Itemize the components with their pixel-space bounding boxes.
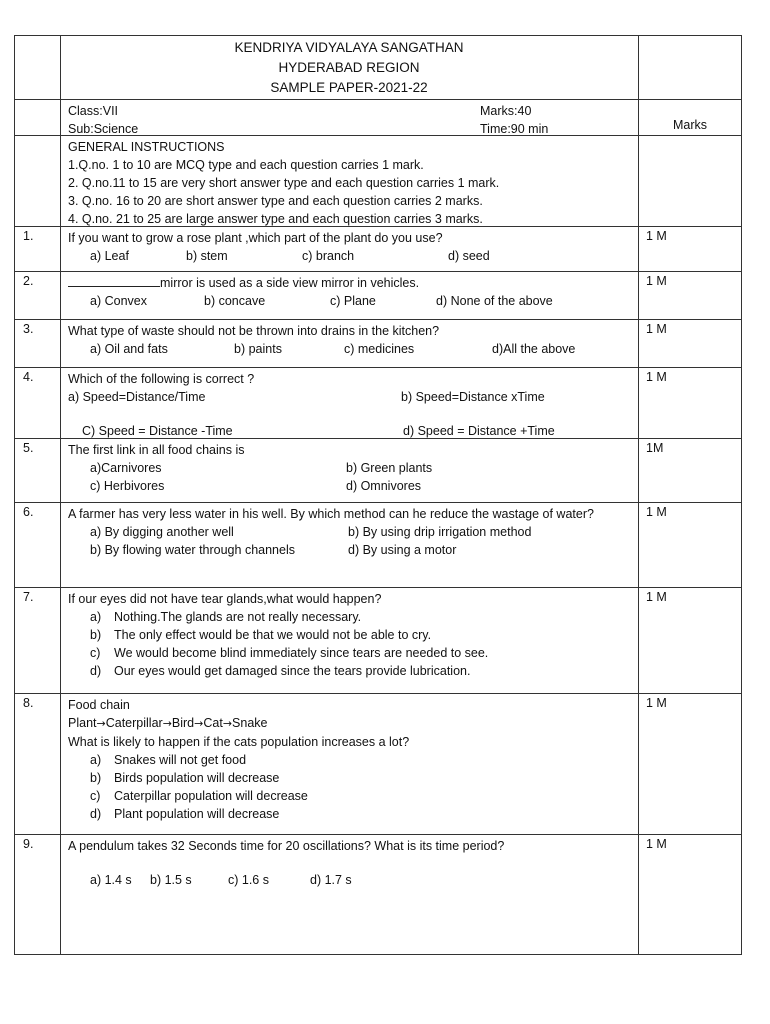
option: b) paints xyxy=(234,342,282,356)
question-number: 2. xyxy=(15,272,61,319)
option: a) Oil and fats xyxy=(90,342,168,356)
question-text: A farmer has very less water in his well. By which method can he reduce the wastage of water? xyxy=(68,507,594,521)
question-marks: 1 M xyxy=(646,590,667,604)
question-row xyxy=(15,271,741,319)
option: Caterpillar population will decrease xyxy=(114,789,308,803)
option: d) Speed = Distance +Time xyxy=(403,424,555,438)
question-number: 3. xyxy=(15,320,61,367)
option: a) Convex xyxy=(90,294,147,308)
option: d) 1.7 s xyxy=(310,873,352,887)
option: d) seed xyxy=(448,249,490,263)
marks-column-header: Marks xyxy=(672,118,708,132)
option: d) None of the above xyxy=(436,294,553,308)
question-row xyxy=(15,834,741,954)
arrow-icon: → xyxy=(222,717,233,730)
question-text: What is likely to happen if the cats population increases a lot? xyxy=(68,735,410,749)
question-number: 6. xyxy=(15,503,61,587)
instructions-title: GENERAL INSTRUCTIONS xyxy=(68,140,225,154)
option: We would become blind immediately since tears are needed to see. xyxy=(114,646,489,660)
option: b) Speed=Distance xTime xyxy=(401,390,545,404)
question-number: 5. xyxy=(15,439,61,502)
question-marks: 1 M xyxy=(646,505,667,519)
question-row xyxy=(15,226,741,271)
question-text: Which of the following is correct ? xyxy=(68,372,255,386)
option: C) Speed = Distance -Time xyxy=(82,424,233,438)
option: a) By digging another well xyxy=(90,525,234,539)
option: b) Green plants xyxy=(346,461,433,475)
option: b) stem xyxy=(186,249,228,263)
question-marks: 1M xyxy=(646,441,664,455)
option: c) Herbivores xyxy=(90,479,165,493)
fill-in-blank xyxy=(68,275,160,287)
option: d) Omnivores xyxy=(346,479,422,493)
question-row xyxy=(15,319,741,367)
option: Nothing.The glands are not really necessary. xyxy=(114,610,362,624)
question-number: 8. xyxy=(15,694,61,834)
option: a) Speed=Distance/Time xyxy=(68,390,206,404)
option: c) Plane xyxy=(330,294,376,308)
question-number: 1. xyxy=(15,227,61,271)
question-number: 9. xyxy=(15,835,61,954)
option: Snakes will not get food xyxy=(114,753,247,767)
option: c) 1.6 s xyxy=(228,873,269,887)
arrow-icon: → xyxy=(194,717,204,730)
option: a)Carnivores xyxy=(90,461,162,475)
question-paper-table xyxy=(14,35,742,955)
question-row xyxy=(15,438,741,502)
header-row xyxy=(15,36,741,99)
meta-row xyxy=(15,99,741,135)
option: a) 1.4 s xyxy=(90,873,132,887)
instruction-item: 4. Q.no. 21 to 25 are large answer type and each question carries 3 marks. xyxy=(68,212,483,226)
option: Birds population will decrease xyxy=(114,771,280,785)
question-number: 7. xyxy=(15,588,61,693)
option: d)All the above xyxy=(492,342,576,356)
option: b) By flowing water through channels xyxy=(90,543,295,557)
question-marks: 1 M xyxy=(646,696,667,710)
instruction-item: 1.Q.no. 1 to 10 are MCQ type and each question carries 1 mark. xyxy=(68,158,424,172)
option: d) By using a motor xyxy=(348,543,457,557)
question-marks: 1 M xyxy=(646,229,667,243)
option: b) 1.5 s xyxy=(150,873,192,887)
class-label: Class:VII xyxy=(68,104,119,118)
option: c) branch xyxy=(302,249,355,263)
option: c) medicines xyxy=(344,342,415,356)
question-text: Food chain xyxy=(68,698,130,712)
question-marks: 1 M xyxy=(646,370,667,384)
option: b) concave xyxy=(204,294,266,308)
question-text: If you want to grow a rose plant ,which part of the plant do you use? xyxy=(68,231,443,245)
instructions-row xyxy=(15,135,741,226)
question-text: What type of waste should not be thrown into drains in the kitchen? xyxy=(68,324,440,338)
instruction-item: 2. Q.no.11 to 15 are very short answer type and each question carries 1 mark. xyxy=(68,176,500,190)
time-label: Time:90 min xyxy=(480,122,549,136)
question-row xyxy=(15,367,741,438)
option: Our eyes would get damaged since the tears provide lubrication. xyxy=(114,664,471,678)
question-row: 7. If our eyes did not have tear glands,what would happen? a) Nothing.The glands are not really necessary. b) The only effect would be that we would not be able to cry. c) We would become blind immediately since tears are needed to see. d) Our eyes would get damaged since the tears provide lubrication. 1 M xyxy=(15,587,741,693)
question-marks: 1 M xyxy=(646,274,667,288)
food-chain: Plant→Caterpillar→Bird→Cat→Snake xyxy=(68,716,268,730)
question-text: The first link in all food chains is xyxy=(68,443,245,457)
subject-label: Sub:Science xyxy=(68,122,139,136)
question-text: If our eyes did not have tear glands,what would happen? xyxy=(68,592,382,606)
paper-title: SAMPLE PAPER-2021-22 xyxy=(270,80,428,95)
arrow-icon: → xyxy=(162,717,172,730)
marks-total: Marks:40 xyxy=(480,104,532,118)
arrow-icon: → xyxy=(96,717,106,730)
question-marks: 1 M xyxy=(646,837,667,851)
question-text: mirror is used as a side view mirror in vehicles. xyxy=(160,276,420,290)
question-number: 4. xyxy=(15,368,61,438)
option: a) Leaf xyxy=(90,249,129,263)
option: Plant population will decrease xyxy=(114,807,280,821)
option: b) By using drip irrigation method xyxy=(348,525,532,539)
option: The only effect would be that we would not be able to cry. xyxy=(114,628,432,642)
question-text: A pendulum takes 32 Seconds time for 20 oscillations? What is its time period? xyxy=(68,839,505,853)
region-title: HYDERABAD REGION xyxy=(278,60,420,75)
question-row: 8. Food chain Plant→Caterpillar→Bird→Cat→Snake What is likely to happen if the cats population increases a lot? a) Snakes will not get food b) Birds population will decrease c) Caterpillar population will decrease d) Plant population will decrease 1 M xyxy=(15,693,741,834)
question-marks: 1 M xyxy=(646,322,667,336)
instruction-item: 3. Q.no. 16 to 20 are short answer type and each question carries 2 marks. xyxy=(68,194,483,208)
org-title: KENDRIYA VIDYALAYA SANGATHAN xyxy=(234,40,464,55)
question-row xyxy=(15,502,741,587)
